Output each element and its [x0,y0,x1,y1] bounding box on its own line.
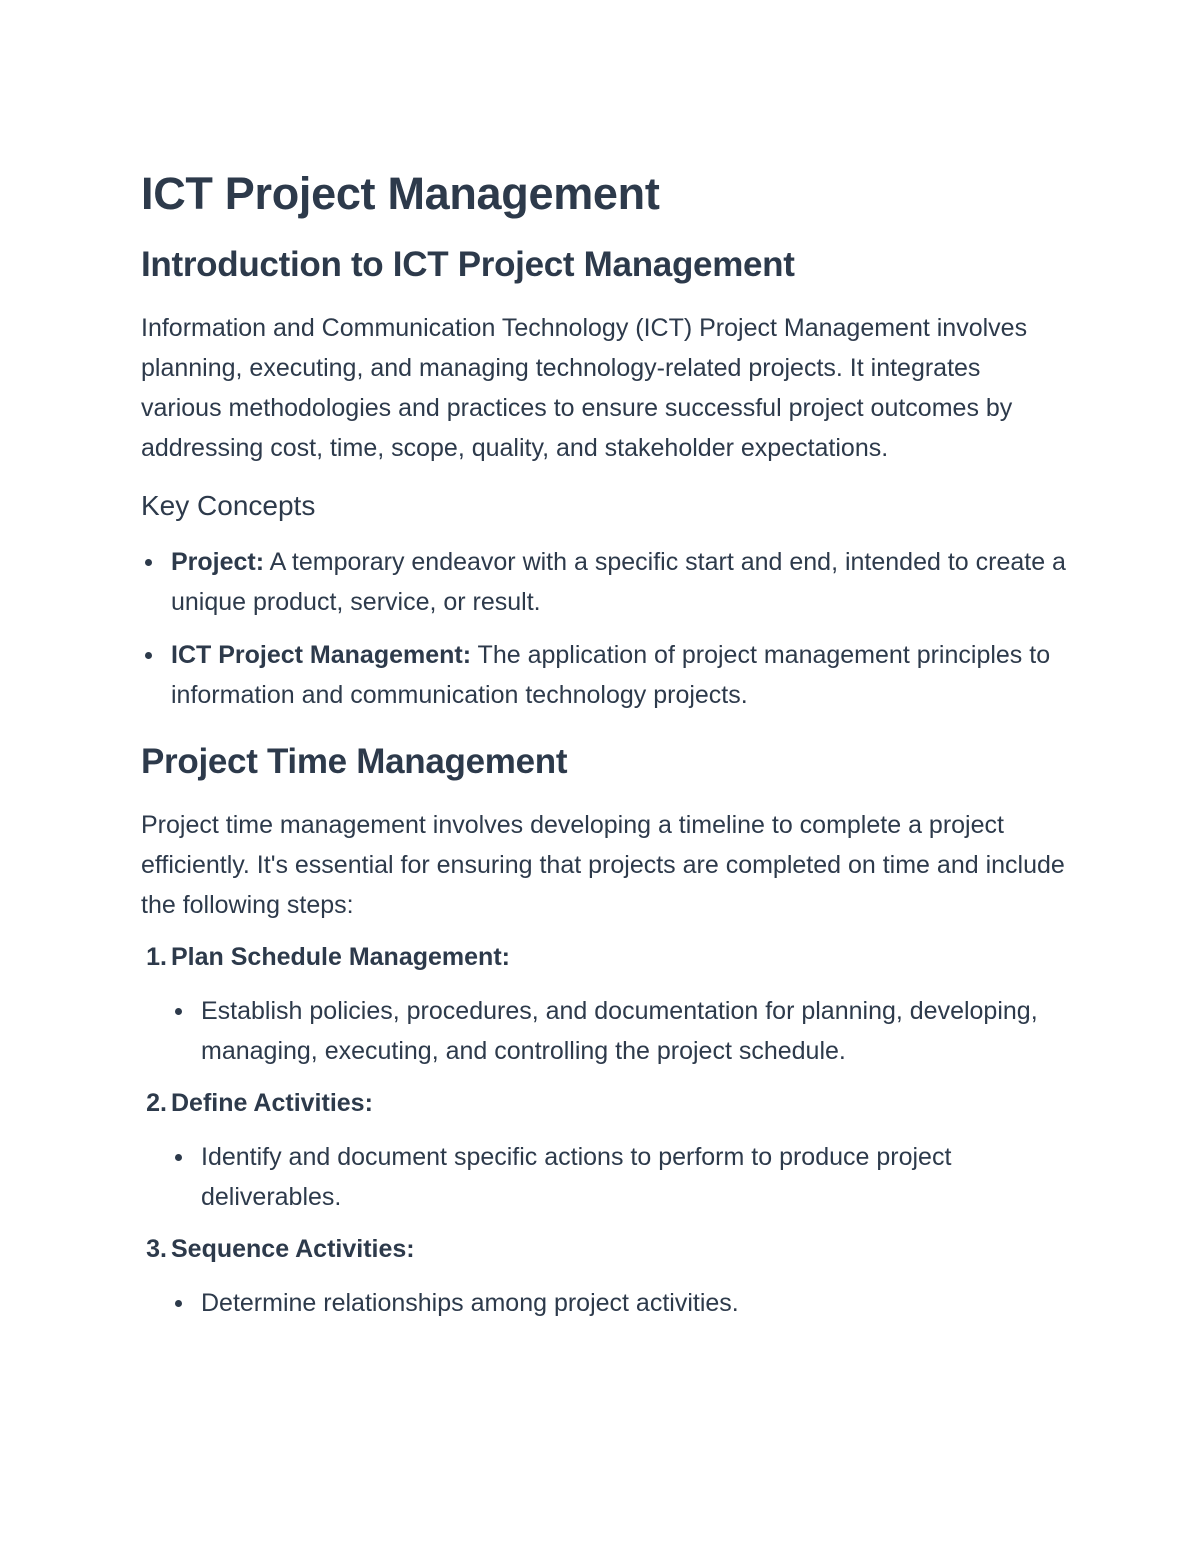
bullet-icon [145,559,152,566]
concept-definition: A temporary endeavor with a specific start and end, intended to create a unique product, service, or result. [171,548,1066,616]
document-content [141,162,1066,1323]
step-detail: Identify and document specific actions to perform to produce project deliverables. [201,1143,952,1211]
step-number: 2. [146,1089,167,1117]
list-item [141,1283,1066,1323]
step-title: Plan Schedule Management: [171,943,510,971]
step-detail-list [141,1283,1066,1323]
step-item [141,1229,1066,1323]
concept-term: ICT Project Management: [171,641,472,669]
key-concepts-list [141,542,1066,715]
intro-paragraph: Information and Communication Technology (ICT) Project Management involves planning, executing, and managing technology-related projects. It integrates various methodologies and practices to ensure successful project outcomes by addressing cost, time, scope, quality, and stakeholder expectations. [141,314,1028,462]
page-title: ICT Project Management [141,168,660,219]
step-detail-list [141,1137,1066,1217]
list-item [141,991,1066,1071]
step-number: 1. [146,943,167,971]
time-management-heading: Project Time Management [141,742,568,781]
bullet-icon [175,1154,182,1161]
step-title: Sequence Activities: [171,1235,415,1263]
step-number: 3. [146,1235,167,1263]
step-detail-list [141,991,1066,1071]
step-detail: Determine relationships among project activities. [201,1289,739,1317]
time-management-paragraph: Project time management involves developing a timeline to complete a project efficiently. It's essential for ensuring that projects are completed on time and include the following steps: [141,811,1065,919]
intro-heading: Introduction to ICT Project Management [141,245,795,284]
concept-term: Project: [171,548,265,576]
bullet-icon [145,652,152,659]
bullet-icon [175,1300,182,1307]
bullet-icon [175,1008,182,1015]
step-heading [141,1229,1066,1269]
concept-definition: The application of project management principles to information and communication technology projects. [171,641,1051,709]
list-item [141,542,1066,622]
time-management-steps [141,937,1066,1323]
list-item [141,1137,1066,1217]
step-item [141,937,1066,1071]
step-heading [141,1083,1066,1123]
step-detail: Establish policies, procedures, and documentation for planning, developing, managing, executing, and controlling the project schedule. [201,997,1038,1065]
list-item [141,635,1066,715]
key-concepts-heading: Key Concepts [141,490,316,521]
step-heading [141,937,1066,977]
step-title: Define Activities: [171,1089,373,1117]
step-item [141,1083,1066,1217]
